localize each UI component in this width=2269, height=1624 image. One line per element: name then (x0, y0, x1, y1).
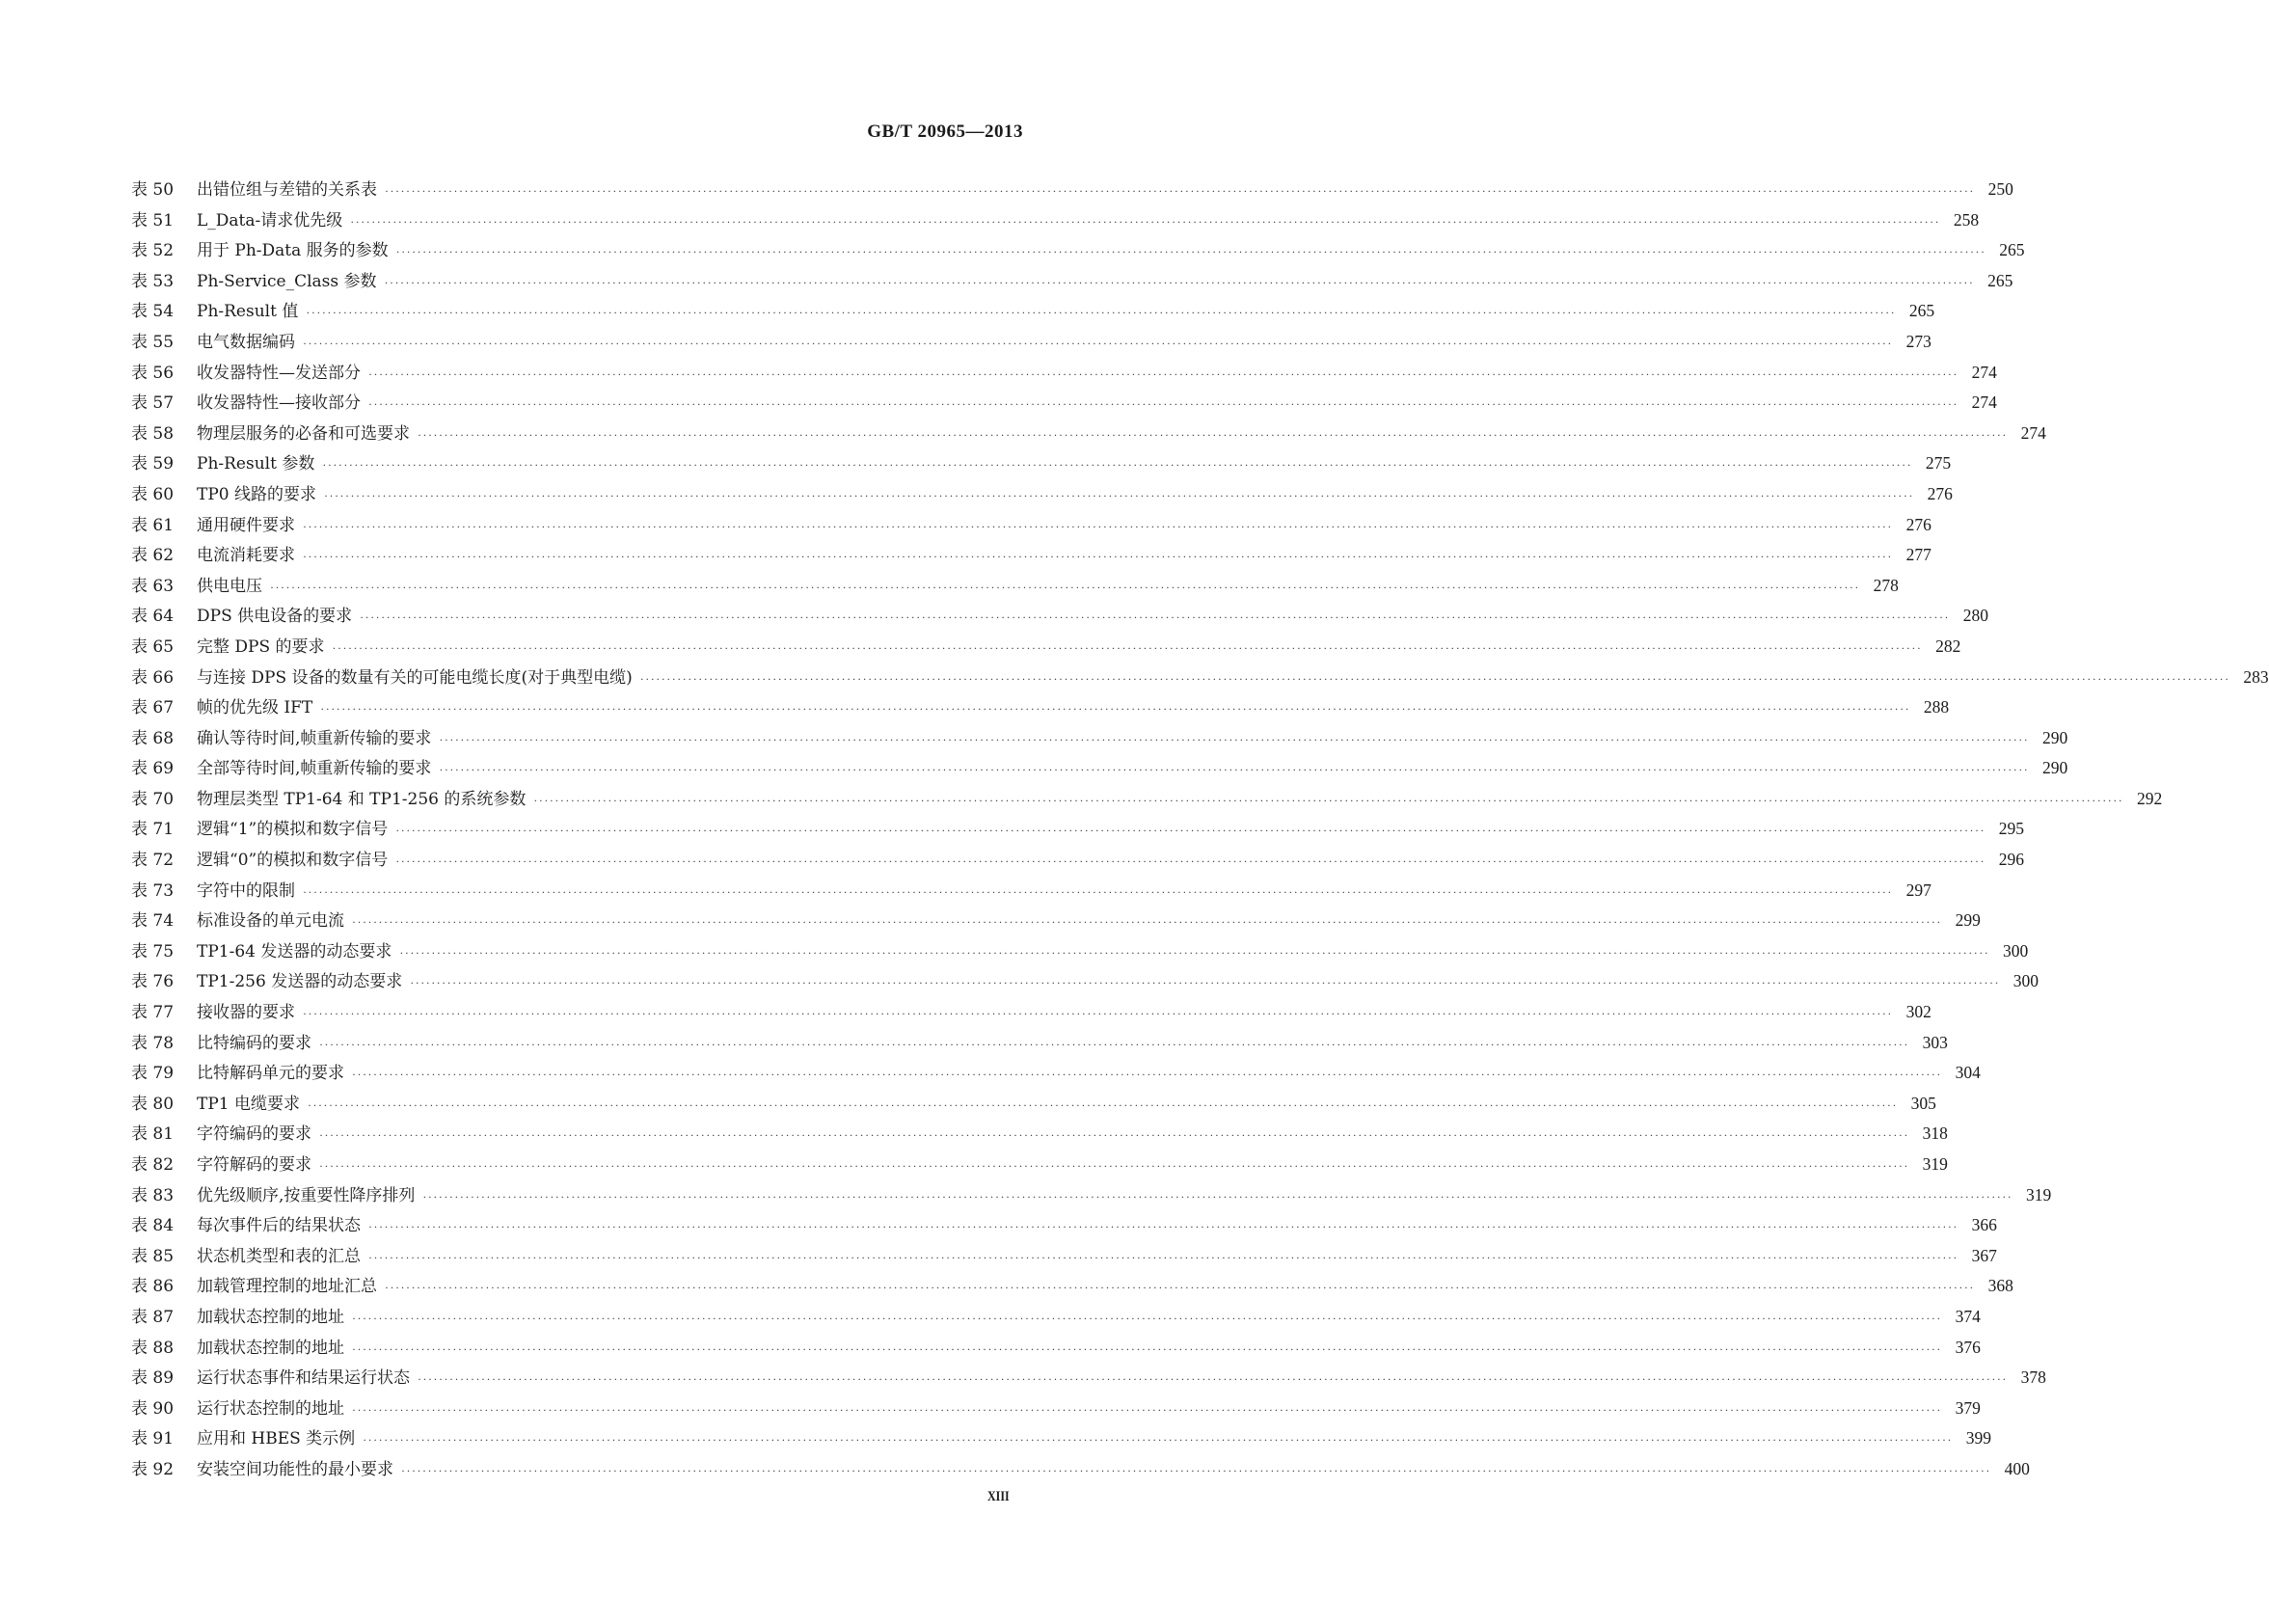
dot-leader: ············································································································································································································································································································ (368, 1250, 1958, 1264)
toc-entry[interactable] (131, 388, 1997, 419)
page-ref: 374 (1955, 1306, 1981, 1326)
table-number: 表 50 (131, 180, 175, 200)
page-ref: 283 (2243, 666, 2269, 687)
page-ref: 319 (1922, 1154, 1948, 1174)
table-number: 表 77 (131, 1003, 175, 1023)
table-number: 表 92 (131, 1459, 175, 1479)
page-ref: 273 (1905, 331, 1931, 351)
toc-entry[interactable] (131, 448, 1952, 479)
toc-entry[interactable] (131, 692, 1950, 723)
page-ref: 274 (1971, 392, 1997, 413)
dot-leader: ············································································································································································································································································································ (439, 732, 2030, 746)
table-title: 全部等待时间,帧重新传输的要求 (197, 759, 432, 779)
table-number: 表 85 (131, 1246, 175, 1266)
toc-entry[interactable] (131, 327, 1931, 358)
page-ref: 368 (1987, 1276, 2013, 1296)
page-ref: 288 (1923, 697, 1950, 717)
table-number: 表 55 (131, 332, 175, 352)
toc-entry[interactable] (131, 540, 1931, 571)
table-number: 表 88 (131, 1338, 175, 1358)
table-number: 表 59 (131, 454, 175, 474)
table-number: 表 86 (131, 1277, 175, 1297)
table-title: 电流消耗要求 (197, 546, 295, 566)
dot-leader: ············································································································································································································································································································ (306, 306, 1897, 320)
table-title: 字符中的限制 (197, 880, 295, 901)
table-number: 表 91 (131, 1429, 175, 1449)
table-title: 收发器特性—发送部分 (197, 363, 361, 383)
table-number: 表 57 (131, 393, 175, 414)
standard-code: GB/T 20965—2013 (867, 122, 1023, 142)
dot-leader: ············································································································································································································································································································ (368, 366, 1958, 381)
toc-entry[interactable] (131, 966, 2039, 997)
dot-leader: ············································································································································································································································································································ (319, 1159, 1909, 1173)
table-title: Ph-Result 参数 (197, 454, 315, 474)
table-title: 比特解码单元的要求 (197, 1064, 344, 1084)
dot-leader: ············································································································································································································································································································ (352, 1402, 1942, 1417)
table-title: Ph-Result 值 (197, 302, 299, 322)
page-ref: 304 (1955, 1063, 1981, 1083)
page-ref: 303 (1922, 1032, 1948, 1052)
table-number: 表 80 (131, 1094, 175, 1114)
table-title: 加载管理控制的地址汇总 (197, 1277, 377, 1297)
page-ref: 399 (1965, 1428, 1992, 1448)
table-title: 确认等待时间,帧重新传输的要求 (197, 728, 432, 748)
page-ref: 277 (1905, 545, 1931, 565)
page-ref: 379 (1955, 1397, 1981, 1418)
table-number: 表 60 (131, 484, 175, 504)
table-title: TP1-256 发送器的动态要求 (197, 972, 403, 992)
toc-entry[interactable] (131, 753, 2068, 784)
table-title: 字符解码的要求 (197, 1155, 311, 1175)
page-ref: 274 (2020, 422, 2046, 443)
dot-leader: ············································································································································································································································································································ (418, 427, 2008, 442)
table-number: 表 79 (131, 1064, 175, 1084)
table-title: 运行状态事件和结果运行状态 (197, 1368, 410, 1389)
page-ref: 265 (1999, 240, 2025, 260)
toc-entry[interactable] (131, 1302, 1981, 1333)
table-number: 表 51 (131, 210, 175, 230)
table-title: 标准设备的单元电流 (197, 911, 344, 932)
dot-leader: ············································································································································································································································································································ (303, 519, 1893, 533)
toc-entry[interactable] (131, 1423, 1992, 1454)
table-number: 表 67 (131, 698, 175, 718)
table-number: 表 87 (131, 1307, 175, 1327)
dot-leader: ············································································································································································································································································································ (270, 580, 1860, 594)
page-ref: 275 (1925, 453, 1952, 474)
toc-entry[interactable] (131, 419, 2046, 449)
dot-leader: ············································································································································································································································································································ (422, 1189, 2013, 1204)
table-title: 收发器特性—接收部分 (197, 393, 361, 414)
table-number: 表 52 (131, 241, 175, 261)
toc-entry[interactable] (131, 1089, 1936, 1120)
page-ref: 276 (1905, 514, 1931, 534)
page-ref: 295 (1998, 819, 2025, 839)
page-ref: 319 (2025, 1184, 2052, 1204)
toc-entry[interactable] (131, 1180, 2052, 1211)
table-number: 表 90 (131, 1398, 175, 1419)
dot-leader: ············································································································································································································································································································ (324, 488, 1914, 502)
page-ref: 282 (1935, 636, 1961, 656)
dot-leader: ············································································································································································································································································································ (319, 1128, 1909, 1143)
page-ref: 265 (1908, 301, 1935, 321)
toc-entry[interactable] (131, 175, 2013, 205)
page-ref: 305 (1910, 1093, 1936, 1113)
page-ref: 292 (2136, 788, 2163, 808)
table-title: 接收器的要求 (197, 1003, 295, 1023)
table-title: 完整 DPS 的要求 (197, 636, 325, 657)
dot-leader: ············································································································································································································································································································ (332, 640, 1923, 655)
table-title: TP0 线路的要求 (197, 484, 316, 504)
table-number: 表 66 (131, 667, 175, 688)
toc-entry[interactable] (131, 784, 2163, 815)
dot-leader: ············································································································································································································································································································ (533, 793, 2124, 807)
toc-entry[interactable] (131, 358, 1997, 389)
dot-leader: ············································································································································································································································································································ (410, 976, 2001, 990)
dot-leader: ············································································································································································································································································································ (439, 763, 2030, 777)
dot-leader: ············································································································································································································································································································ (303, 884, 1893, 899)
dot-leader: ············································································································································································································································································································ (303, 336, 1893, 350)
toc-entry[interactable] (131, 632, 1961, 663)
table-number: 表 54 (131, 302, 175, 322)
dot-leader: ············································································································································································································································································································ (322, 458, 1913, 473)
page-ref: 378 (2020, 1367, 2046, 1388)
toc-entry[interactable] (131, 997, 1931, 1028)
page-ref: 299 (1955, 910, 1981, 931)
toc-entry[interactable] (131, 906, 1981, 936)
table-title: Ph-Service_Class 参数 (197, 271, 377, 291)
table-number: 表 68 (131, 728, 175, 748)
table-title: TP1 电缆要求 (197, 1094, 300, 1114)
table-title: TP1-64 发送器的动态要求 (197, 941, 392, 961)
table-title: 应用和 HBES 类示例 (197, 1429, 356, 1449)
dot-leader: ············································································································································································································································································································ (352, 1311, 1942, 1325)
toc-entry[interactable] (131, 1241, 1997, 1272)
toc-entry[interactable] (131, 1058, 1981, 1089)
table-title: 加载状态控制的地址 (197, 1307, 344, 1327)
table-number: 表 58 (131, 423, 175, 444)
page-ref: 300 (2002, 940, 2029, 961)
page-ref: 290 (2041, 758, 2068, 778)
dot-leader: ············································································································································································································································································································ (303, 550, 1893, 564)
dot-leader: ············································································································································································································································································································ (319, 1037, 1909, 1051)
table-title: 状态机类型和表的汇总 (197, 1246, 361, 1266)
toc-entry[interactable] (131, 1454, 2030, 1485)
page-ref: 250 (1987, 179, 2013, 199)
toc-entry[interactable] (131, 601, 1988, 632)
page-ref: 296 (1998, 850, 2025, 870)
dot-leader: ············································································································································································································································································································ (350, 214, 1941, 229)
toc-entry[interactable] (131, 1271, 2013, 1302)
toc-entry[interactable] (131, 1333, 1981, 1364)
table-number: 表 73 (131, 880, 175, 901)
table-title: 逻辑“0”的模拟和数字信号 (197, 851, 389, 871)
page-ref: 318 (1922, 1123, 1948, 1144)
dot-leader: ············································································································································································································································································································ (352, 915, 1942, 930)
toc-entry[interactable] (131, 571, 1899, 602)
table-number: 表 61 (131, 515, 175, 535)
dot-leader: ············································································································································································································································································································ (320, 702, 1911, 717)
table-title: 物理层服务的必备和可选要求 (197, 423, 410, 444)
toc-entry[interactable] (131, 235, 2025, 266)
table-title: 比特编码的要求 (197, 1033, 311, 1053)
table-number: 表 63 (131, 576, 175, 596)
dot-leader: ············································································································································································································································································································ (395, 245, 1986, 259)
page-ref: 278 (1873, 575, 1899, 595)
page-ref: 297 (1905, 880, 1931, 900)
dot-leader: ············································································································································································································································································································ (385, 184, 1975, 198)
page-ref: 300 (2012, 971, 2039, 991)
dot-leader: ············································································································································································································································································································ (308, 1097, 1898, 1112)
table-number: 表 75 (131, 941, 175, 961)
table-title: 字符编码的要求 (197, 1124, 311, 1145)
page-ref: 290 (2041, 727, 2068, 747)
dot-leader: ············································································································································································································································································································ (399, 945, 1990, 960)
toc-entry[interactable] (131, 510, 1931, 541)
page-ref: 280 (1962, 606, 1988, 626)
toc-entry[interactable] (131, 266, 2013, 297)
toc-entry[interactable] (131, 723, 2068, 754)
toc-entry[interactable] (131, 296, 1935, 327)
toc-entry[interactable] (131, 479, 1953, 510)
dot-leader: ············································································································································································································································································································ (303, 1007, 1893, 1021)
dot-leader: ············································································································································································································································································································ (368, 1220, 1958, 1234)
dot-leader: ············································································································································································································································································································ (395, 824, 1986, 838)
table-title: 帧的优先级 IFT (197, 698, 313, 718)
toc-entry[interactable] (131, 876, 1931, 907)
table-number: 表 83 (131, 1185, 175, 1205)
dot-leader: ············································································································································································································································································································ (360, 610, 1950, 625)
table-title: 与连接 DPS 设备的数量有关的可能电缆长度(对于典型电缆) (197, 667, 633, 688)
page-ref: 367 (1971, 1245, 1997, 1265)
list-of-tables (131, 175, 2269, 1485)
table-title: 优先级顺序,按重要性降序排列 (197, 1185, 416, 1205)
table-title: 加载状态控制的地址 (197, 1338, 344, 1358)
table-title: 用于 Ph-Data 服务的参数 (197, 241, 389, 261)
table-number: 表 74 (131, 911, 175, 932)
dot-leader: ············································································································································································································································································································ (363, 1433, 1954, 1448)
table-title: 通用硬件要求 (197, 515, 295, 535)
dot-leader: ············································································································································································································································································································ (385, 1281, 1975, 1295)
toc-entry[interactable] (131, 1150, 1948, 1180)
table-number: 表 53 (131, 271, 175, 291)
toc-entry[interactable] (131, 1394, 1981, 1424)
table-number: 表 78 (131, 1033, 175, 1053)
table-number: 表 65 (131, 636, 175, 657)
dot-leader: ············································································································································································································································································································ (384, 275, 1975, 289)
dot-leader: ············································································································································································································································································································ (418, 1372, 2008, 1387)
page-number: XIII (987, 1489, 1010, 1504)
page-ref: 258 (1953, 209, 1980, 230)
page-ref: 366 (1971, 1215, 1997, 1235)
table-title: DPS 供电设备的要求 (197, 607, 353, 627)
dot-leader: ············································································································································································································································································································ (401, 1463, 1991, 1477)
table-title: 供电电压 (197, 576, 262, 596)
toc-entry[interactable] (131, 1028, 1948, 1059)
toc-entry[interactable] (131, 845, 2025, 876)
dot-leader: ············································································································································································································································································································ (352, 1341, 1942, 1356)
table-number: 表 71 (131, 820, 175, 840)
table-title: 逻辑“1”的模拟和数字信号 (197, 820, 389, 840)
table-title: 出错位组与差错的关系表 (197, 180, 377, 200)
toc-entry[interactable] (131, 1363, 2046, 1394)
toc-entry[interactable] (131, 1119, 1948, 1150)
table-number: 表 81 (131, 1124, 175, 1145)
table-number: 表 62 (131, 546, 175, 566)
toc-entry[interactable] (131, 663, 2269, 693)
table-title: 电气数据编码 (197, 332, 295, 352)
page-ref: 376 (1955, 1337, 1981, 1357)
table-number: 表 84 (131, 1216, 175, 1236)
dot-leader: ············································································································································································································································································································ (395, 854, 1986, 869)
dot-leader: ············································································································································································································································································································ (368, 397, 1958, 412)
page-ref: 400 (2004, 1458, 2030, 1478)
page-ref: 276 (1927, 483, 1953, 503)
table-title: L_Data-请求优先级 (197, 210, 343, 230)
table-title: 运行状态控制的地址 (197, 1398, 344, 1419)
table-number: 表 72 (131, 851, 175, 871)
table-title: 物理层类型 TP1-64 和 TP1-256 的系统参数 (197, 789, 527, 809)
table-number: 表 82 (131, 1155, 175, 1175)
toc-entry[interactable] (131, 936, 2029, 967)
table-number: 表 64 (131, 607, 175, 627)
toc-entry[interactable] (131, 814, 2025, 845)
dot-leader: ············································································································································································································································································································ (352, 1068, 1942, 1082)
table-number: 表 70 (131, 789, 175, 809)
table-number: 表 56 (131, 363, 175, 383)
table-title: 每次事件后的结果状态 (197, 1216, 361, 1236)
table-title: 安装空间功能性的最小要求 (197, 1459, 393, 1479)
table-number: 表 76 (131, 972, 175, 992)
toc-entry[interactable] (131, 205, 1980, 236)
page-ref: 302 (1905, 1002, 1931, 1022)
page-ref: 274 (1971, 362, 1997, 382)
toc-entry[interactable] (131, 1210, 1997, 1241)
table-number: 表 89 (131, 1368, 175, 1389)
dot-leader: ············································································································································································································································································································ (639, 671, 2230, 686)
table-number: 表 69 (131, 759, 175, 779)
page-ref: 265 (1987, 270, 2013, 290)
